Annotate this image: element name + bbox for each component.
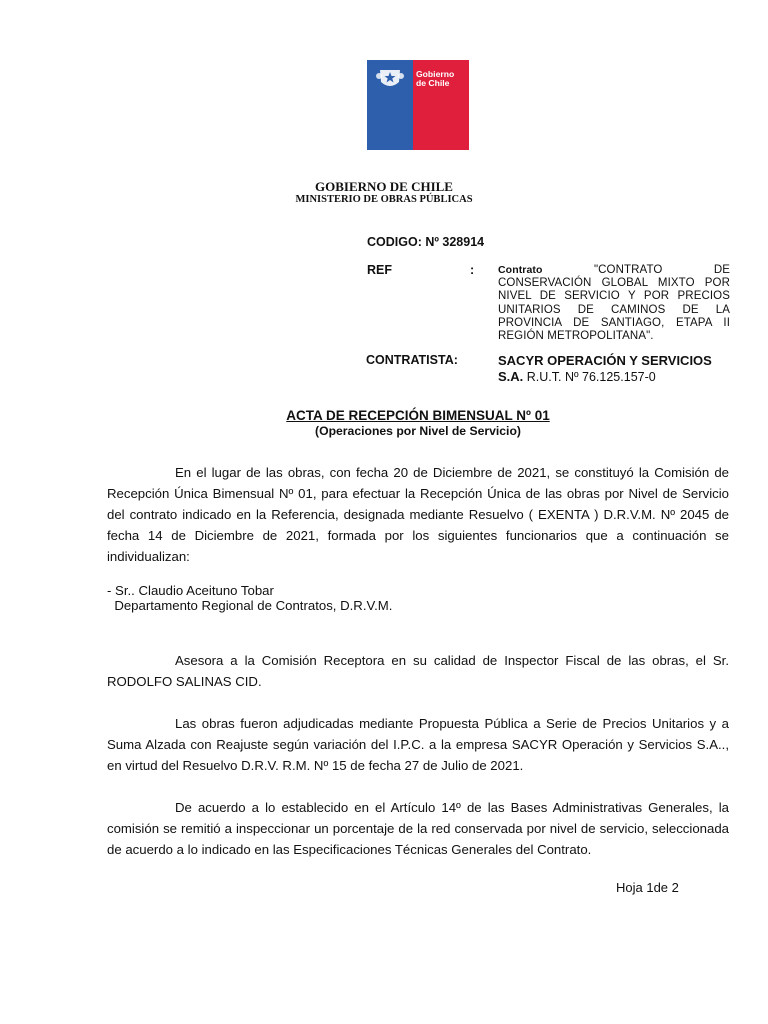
logo-text: Gobierno de Chile	[416, 69, 455, 88]
document-code: CODIGO: Nº 328914	[367, 235, 485, 249]
ref-colon: :	[470, 263, 475, 277]
ref-label: REF	[367, 263, 392, 277]
contractor-rut: R.U.T. Nº 76.125.157-0	[523, 370, 656, 384]
coat-of-arms-icon	[375, 64, 405, 92]
paragraph-commission	[107, 462, 729, 567]
gobierno-de-chile-logo	[367, 60, 469, 150]
ref-description	[498, 264, 730, 343]
commission-member	[107, 583, 392, 613]
ref-contrato-label: Contrato	[498, 264, 543, 276]
document-subtitle: (Operaciones por Nivel de Servicio)	[315, 424, 521, 438]
paragraph-inspector-text: Asesora a la Comisión Receptora en su calidad de Inspector Fiscal de las obras, el Sr. RODOLFO SALINAS CID.	[107, 653, 729, 689]
paragraph-adjudication	[107, 713, 729, 776]
paragraph-inspection-text: De acuerdo a lo establecido en el Artículo 14º de las Bases Administrativas Generales, la comisión se remitió a inspeccionar un porcentaje de la red conservada por nivel de servicio, seleccionada de acuerdo a lo indicado en las Especificaciones Técnicas Generales del Contrato.	[107, 800, 729, 857]
paragraph-commission-text: En el lugar de las obras, con fecha 20 de Diciembre de 2021, se constituyó la Comisión de Recepción Única Bimensual Nº 01, para efectuar la Recepción Única de las obras por Nivel de Servicio del contrato indicado en la Referencia, designada mediante Resuelvo ( EXENTA ) D.R.V.M. Nº 2045 de fecha 14 de Diciembre de 2021, formada por los siguientes funcionarios que a continuación se individualizan:	[107, 465, 729, 564]
ref-contract-name: "CONTRATO DE CONSERVACIÓN GLOBAL MIXTO POR NIVEL DE SERVICIO Y POR PRECIOS UNITARIOS DE CAMINOS DE LA PROVINCIA DE SANTIAGO, ETAPA II REGIÓN METROPOLITANA".	[498, 264, 730, 343]
paragraph-inspector	[107, 650, 729, 692]
ministry-heading: MINISTERIO DE OBRAS PÚBLICAS	[295, 194, 473, 205]
contractor-name: SACYR OPERACIÓN Y SERVICIOS S.A.	[498, 353, 712, 384]
member-name: - Sr.. Claudio Aceituno Tobar	[107, 583, 274, 598]
paragraph-inspection	[107, 797, 729, 860]
page-number: Hoja 1de 2	[616, 880, 679, 895]
member-department: Departamento Regional de Contratos, D.R.V.M.	[107, 598, 393, 613]
government-heading: GOBIERNO DE CHILE	[315, 179, 453, 194]
contractor-value	[498, 353, 734, 385]
document-title: ACTA DE RECEPCIÓN BIMENSUAL Nº 01	[286, 408, 550, 423]
contractor-label: CONTRATISTA:	[366, 353, 458, 367]
paragraph-adjudication-text: Las obras fueron adjudicadas mediante Propuesta Pública a Serie de Precios Unitarios y a Suma Alzada con Reajuste según variación del I.P.C. a la empresa SACYR Operación y Servicios S.A.., en virtud del Resuelvo D.R.V. R.M. Nº 15 de fecha 27 de Julio de 2021.	[107, 716, 729, 773]
logo-blue-panel	[367, 60, 413, 150]
